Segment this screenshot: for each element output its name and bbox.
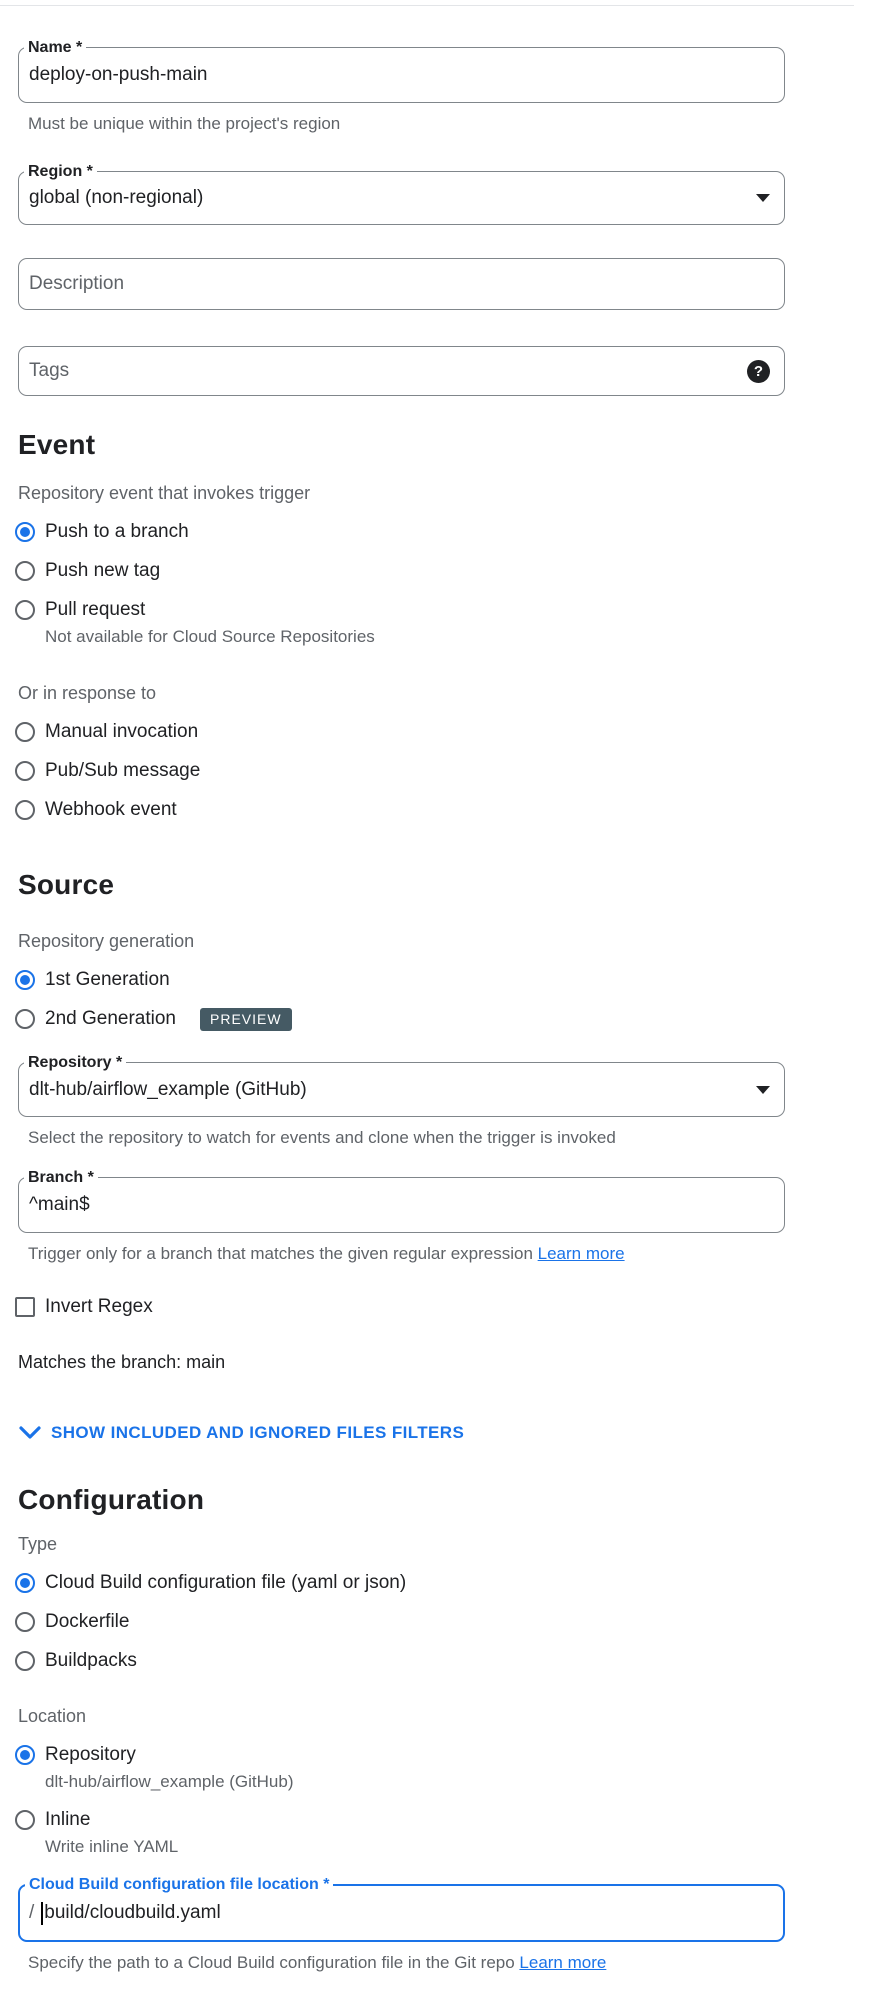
repository-select-value: dlt-hub/airflow_example (GitHub) xyxy=(29,1078,307,1100)
invert-regex-label[interactable]: Invert Regex xyxy=(45,1296,153,1317)
radio-icon-selected[interactable] xyxy=(15,522,35,542)
name-field-helper: Must be unique within the project's region xyxy=(28,114,341,133)
location-repository-note: dlt-hub/airflow_example (GitHub) xyxy=(45,1772,294,1791)
radio-icon[interactable] xyxy=(15,1009,35,1029)
text-cursor xyxy=(41,1902,43,1925)
top-divider xyxy=(0,5,854,6)
radio-buildpacks-label[interactable]: Buildpacks xyxy=(45,1650,137,1671)
dropdown-arrow-icon xyxy=(756,1086,770,1094)
radio-pubsub-message-label[interactable]: Pub/Sub message xyxy=(45,760,201,781)
branch-helper xyxy=(28,1243,785,1265)
region-select-value: global (non-regional) xyxy=(29,187,204,208)
repository-select[interactable] xyxy=(18,1054,785,1117)
branch-helper-text: Trigger only for a branch that matches the given regular expression xyxy=(28,1244,538,1263)
repository-select-label: Repository * xyxy=(24,1054,126,1071)
tags-field[interactable] xyxy=(18,346,785,396)
radio-location-repository-label[interactable]: Repository xyxy=(45,1744,136,1765)
radio-manual-invocation-label[interactable]: Manual invocation xyxy=(45,721,199,742)
radio-icon[interactable] xyxy=(15,1612,35,1632)
radio-push-new-tag-label[interactable]: Push new tag xyxy=(45,560,161,581)
radio-pull-request[interactable] xyxy=(15,598,803,622)
show-filters-expander-label: SHOW INCLUDED AND IGNORED FILES FILTERS xyxy=(51,1423,465,1442)
radio-manual-invocation[interactable] xyxy=(15,720,803,744)
radio-icon-selected[interactable] xyxy=(15,1573,35,1593)
description-placeholder: Description xyxy=(29,273,125,294)
branch-field[interactable] xyxy=(18,1169,785,1233)
radio-push-to-branch-label[interactable]: Push to a branch xyxy=(45,521,189,542)
radio-location-repository[interactable] xyxy=(15,1743,803,1767)
name-field-label: Name * xyxy=(24,39,86,56)
config-file-location-helper xyxy=(28,1952,785,1974)
repository-generation-label: Repository generation xyxy=(18,931,195,951)
event-heading: Event xyxy=(18,429,96,460)
radio-location-inline-label[interactable]: Inline xyxy=(45,1809,91,1830)
source-heading: Source xyxy=(18,869,115,900)
location-label: Location xyxy=(18,1706,87,1726)
region-select[interactable] xyxy=(18,163,785,225)
radio-icon[interactable] xyxy=(15,600,35,620)
radio-location-inline[interactable] xyxy=(15,1808,803,1832)
checkbox-icon[interactable] xyxy=(15,1297,35,1317)
radio-1st-generation[interactable] xyxy=(15,968,803,992)
radio-push-new-tag[interactable] xyxy=(15,559,803,583)
radio-icon[interactable] xyxy=(15,561,35,581)
radio-icon[interactable] xyxy=(15,1810,35,1830)
branch-field-value: ^main$ xyxy=(29,1194,90,1215)
config-file-location-value: build/cloudbuild.yaml xyxy=(44,1902,221,1923)
radio-dockerfile[interactable] xyxy=(15,1610,803,1634)
radio-1st-generation-label[interactable]: 1st Generation xyxy=(45,969,170,990)
radio-icon[interactable] xyxy=(15,800,35,820)
location-inline-note: Write inline YAML xyxy=(45,1837,179,1856)
radio-dockerfile-label[interactable]: Dockerfile xyxy=(45,1611,130,1632)
create-trigger-form xyxy=(0,5,803,1974)
pull-request-note: Not available for Cloud Source Repositories xyxy=(45,627,375,646)
help-icon[interactable]: ? xyxy=(747,360,770,383)
type-label: Type xyxy=(18,1534,58,1554)
config-learn-more-link[interactable]: Learn more xyxy=(519,1953,607,1972)
dropdown-arrow-icon xyxy=(756,194,770,202)
radio-icon[interactable] xyxy=(15,1651,35,1671)
radio-buildpacks[interactable] xyxy=(15,1649,803,1673)
configuration-heading: Configuration xyxy=(18,1484,205,1515)
radio-webhook-event[interactable] xyxy=(15,798,803,822)
radio-push-to-branch[interactable] xyxy=(15,520,803,544)
radio-webhook-event-label[interactable]: Webhook event xyxy=(45,799,177,820)
name-field-value: deploy-on-push-main xyxy=(29,64,208,85)
or-in-response-label: Or in response to xyxy=(18,683,157,703)
branch-match-note: Matches the branch: main xyxy=(18,1352,226,1372)
tags-placeholder: Tags xyxy=(29,360,70,381)
config-file-location-field[interactable] xyxy=(18,1876,785,1942)
name-field[interactable] xyxy=(18,39,785,103)
radio-icon[interactable] xyxy=(15,722,35,742)
invert-regex-checkbox-row[interactable] xyxy=(15,1295,803,1319)
radio-icon[interactable] xyxy=(15,761,35,781)
config-file-location-label: Cloud Build configuration file location * xyxy=(25,1876,333,1893)
radio-icon-selected[interactable] xyxy=(15,970,35,990)
event-subtitle: Repository event that invokes trigger xyxy=(18,483,311,503)
radio-pubsub-message[interactable] xyxy=(15,759,803,783)
radio-cloud-build-config[interactable] xyxy=(15,1571,803,1595)
radio-pull-request-label[interactable]: Pull request xyxy=(45,599,146,620)
radio-cloud-build-config-label[interactable]: Cloud Build configuration file (yaml or json) xyxy=(45,1572,407,1593)
branch-field-label: Branch * xyxy=(24,1169,98,1186)
radio-icon-selected[interactable] xyxy=(15,1745,35,1765)
description-field[interactable] xyxy=(18,258,785,310)
show-filters-expander[interactable] xyxy=(18,1423,803,1443)
path-prefix: / xyxy=(29,1902,35,1923)
config-file-location-helper-text: Specify the path to a Cloud Build configuration file in the Git repo xyxy=(28,1953,520,1972)
preview-badge: PREVIEW xyxy=(200,1008,292,1031)
region-select-label: Region * xyxy=(24,163,97,180)
radio-2nd-generation[interactable] xyxy=(15,1007,803,1031)
chevron-down-icon xyxy=(18,1426,42,1440)
branch-learn-more-link[interactable]: Learn more xyxy=(537,1244,625,1263)
radio-2nd-generation-label[interactable]: 2nd Generation xyxy=(45,1008,176,1029)
repository-helper: Select the repository to watch for events and clone when the trigger is invoked xyxy=(28,1128,616,1147)
